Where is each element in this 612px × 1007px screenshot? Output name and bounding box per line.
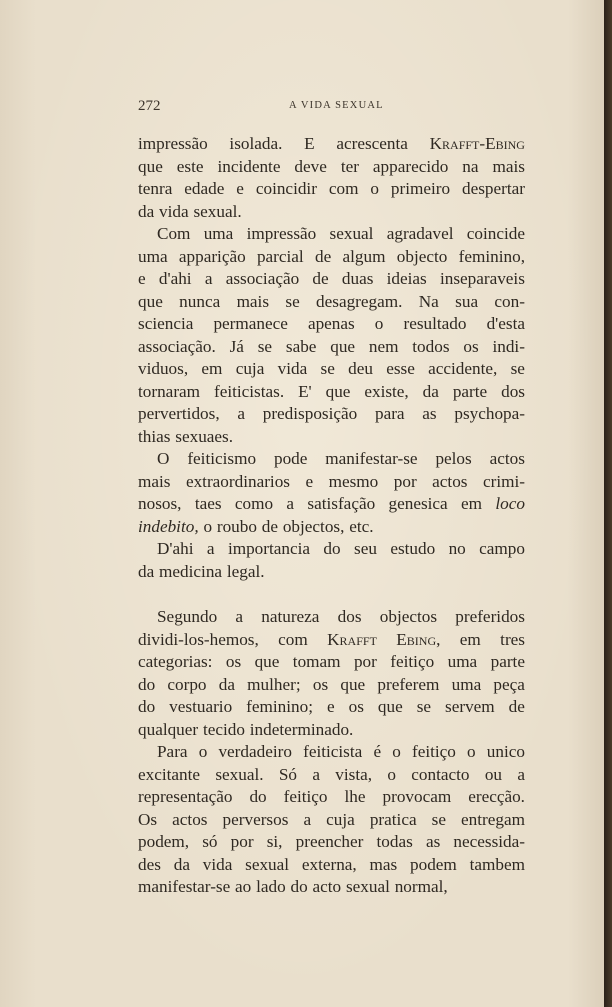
text-line [138, 336, 525, 359]
word: Já [229, 336, 244, 356]
word: impressão [138, 134, 208, 153]
word: manifestar-se [325, 449, 418, 468]
word: des [138, 854, 161, 874]
word: pode [273, 449, 308, 468]
word: o [203, 516, 213, 536]
word: a [235, 607, 244, 626]
word: se [257, 336, 273, 356]
word: que [330, 336, 356, 356]
word: apparição [178, 246, 246, 266]
word: vida [159, 201, 189, 221]
word: peça [493, 674, 525, 694]
text-line [138, 268, 525, 291]
word: corpo [167, 674, 207, 694]
word: feiticistas. [213, 381, 285, 401]
text-line [138, 223, 525, 246]
word: thias [138, 426, 171, 446]
word: verdadeiro [218, 742, 292, 761]
word: do [249, 787, 267, 806]
word: tecido [202, 719, 245, 739]
word: d'esta [486, 314, 525, 333]
word: apenas [307, 314, 355, 333]
word: podem [410, 854, 457, 874]
word: sexuaes. [175, 426, 234, 446]
text-line [138, 313, 525, 336]
word: e [327, 697, 335, 716]
word: tomam [292, 652, 341, 671]
page-edge-shadow [604, 0, 612, 1007]
text-line [138, 381, 525, 404]
word: nem [368, 336, 399, 356]
text-line [138, 786, 525, 809]
word: pervertidos, [138, 404, 220, 423]
word: da [138, 561, 155, 581]
word: com [278, 629, 308, 649]
author-name: Ebing, [396, 629, 441, 649]
word: sabe [285, 336, 317, 356]
word: em [201, 359, 223, 378]
word: mais [138, 471, 171, 491]
word: o [467, 742, 476, 761]
latin-phrase: indebito, [138, 516, 199, 536]
word: deve [294, 156, 327, 176]
word: viduos, [138, 359, 189, 378]
word: uma [451, 674, 482, 694]
word: feminino; [246, 697, 314, 716]
word: a [286, 494, 295, 513]
word: apparecido [372, 156, 449, 176]
word: vista, [335, 764, 373, 784]
word: D'ahi [157, 539, 194, 558]
word: parte [490, 652, 525, 671]
word: duas [341, 269, 374, 288]
word: esse [386, 359, 415, 378]
word: feitiço [283, 787, 328, 806]
word: do [290, 877, 308, 896]
word: os [348, 697, 364, 716]
word: objectos, [282, 516, 345, 536]
word: mulher; [247, 674, 301, 694]
word: objecto [396, 246, 448, 266]
word: se [510, 359, 525, 378]
word: erecção. [468, 787, 525, 806]
word: feitiço [390, 652, 435, 671]
word: inseparaveis [439, 269, 525, 288]
word: se [285, 291, 300, 311]
author-name: Krafft [327, 629, 377, 649]
word: parcial [256, 246, 304, 266]
word: tres [500, 629, 525, 649]
word: nosos, [138, 494, 182, 513]
running-head: A VIDA SEXUAL [289, 100, 384, 111]
word: satisfação [307, 494, 376, 513]
word: o [370, 179, 379, 198]
word: sciencia [138, 314, 194, 333]
word: que [138, 291, 163, 311]
word: mais [236, 291, 270, 311]
word: a [206, 539, 215, 558]
text-line [138, 156, 525, 179]
word: e [305, 471, 314, 491]
text-line [138, 538, 525, 561]
word: este [176, 156, 204, 176]
word: isolada. [229, 134, 283, 153]
word: Com [157, 224, 191, 243]
text-line [138, 201, 525, 224]
word: todos [412, 336, 450, 356]
word: objectos [379, 607, 438, 626]
word: de [315, 246, 332, 266]
word: acto [312, 877, 342, 896]
word: é [373, 742, 382, 761]
word: Na [418, 291, 439, 311]
word: natureza [261, 607, 320, 626]
word: sexual [345, 877, 390, 896]
text-line [138, 876, 525, 899]
word: unico [486, 742, 525, 761]
word: as [422, 404, 437, 423]
word: mesmo [328, 471, 379, 491]
word: seu [354, 539, 377, 558]
word: indi- [492, 336, 525, 356]
word: lhe [344, 787, 366, 806]
word: todas [376, 832, 413, 851]
text-line [138, 831, 525, 854]
word: excitante [138, 764, 201, 784]
word: uma [447, 652, 478, 671]
text-line [138, 629, 525, 652]
word: tambem [469, 854, 525, 874]
word: vida [202, 854, 233, 874]
word: feiticista [303, 742, 363, 761]
word: uma [138, 246, 168, 266]
word: a [517, 764, 525, 784]
word: feitiço [411, 742, 456, 761]
text-line [138, 291, 525, 314]
word: associação [225, 269, 300, 288]
word: associação. [138, 336, 216, 356]
word: da [218, 674, 235, 694]
word: qualquer [138, 719, 199, 739]
word: só [202, 832, 218, 851]
word: ideias [386, 269, 427, 288]
word: despertar [462, 179, 525, 198]
word: cuja [235, 359, 265, 378]
word: acrescenta [336, 134, 408, 153]
word: se [431, 809, 446, 829]
word: do [323, 539, 341, 558]
paragraph [138, 448, 525, 538]
word: para [374, 404, 405, 423]
word: vida [277, 359, 308, 378]
word: entregam [461, 809, 525, 829]
body-text [138, 133, 525, 899]
word: o [374, 314, 384, 333]
text-line [138, 674, 525, 697]
paragraph [138, 741, 525, 899]
word: estudo [390, 539, 436, 558]
word: importancia [227, 539, 311, 558]
word: legal. [226, 561, 265, 581]
word: da [138, 201, 155, 221]
word: provocam [382, 787, 452, 806]
word: e [138, 269, 146, 288]
word: mas [369, 854, 398, 874]
word: categorias: [138, 652, 213, 671]
word: medicina [159, 561, 223, 581]
word: de [312, 269, 329, 288]
word: a [237, 404, 245, 423]
latin-phrase: loco [495, 494, 525, 513]
word: O [157, 449, 170, 468]
word: do [138, 674, 156, 694]
word: necessida- [453, 832, 525, 851]
text-line [138, 606, 525, 629]
word: de [508, 697, 525, 716]
word: ou [484, 764, 502, 784]
text-line [138, 741, 525, 764]
word: pelos [435, 449, 472, 468]
text-line [138, 854, 525, 877]
word: representação [138, 787, 233, 806]
word: roubo [216, 516, 257, 536]
word: por [353, 652, 377, 671]
text-line [138, 809, 525, 832]
word: o [198, 742, 208, 761]
word: externa, [301, 854, 357, 874]
text-line [138, 651, 525, 674]
word: dos [337, 607, 362, 626]
word: Só [278, 764, 298, 784]
word: servem [445, 697, 495, 716]
text-line [138, 133, 525, 156]
word: extraordinarios [185, 471, 290, 491]
word: sua [455, 291, 479, 311]
word: preencher [295, 832, 364, 851]
word: com [328, 179, 359, 198]
word: desagregam. [316, 291, 403, 311]
text-line [138, 696, 525, 719]
word: impressão [246, 224, 317, 243]
word: se [416, 697, 432, 716]
word: tenra [138, 179, 173, 198]
word: que [377, 697, 403, 716]
word: incidente [217, 156, 281, 176]
word: si, [266, 832, 283, 851]
word: vestuario [169, 697, 233, 716]
word: accidente, [428, 359, 498, 378]
word: actos [172, 809, 208, 829]
word: em [461, 494, 483, 513]
page-number: 272 [138, 98, 161, 114]
word: na [462, 156, 479, 176]
word: ter [340, 156, 359, 176]
word: normal, [394, 877, 448, 896]
word: tornaram [138, 381, 201, 401]
word: o [387, 764, 396, 784]
word: que [340, 674, 366, 694]
word: primeiro [390, 179, 451, 198]
paragraph [138, 538, 525, 583]
word: agradavel [386, 224, 454, 243]
text-line [138, 561, 525, 584]
word: campo [479, 539, 525, 558]
word: dividi-los-hemos, [138, 629, 259, 649]
word: psychopa- [454, 404, 525, 423]
word: dos [501, 381, 525, 401]
word: e [236, 179, 244, 198]
word: indeterminado. [249, 719, 354, 739]
section-break [138, 583, 525, 606]
word: que [254, 652, 280, 671]
word: con- [494, 291, 525, 311]
word: algum [342, 246, 386, 266]
word: E' [298, 381, 312, 401]
word: genesica [388, 494, 448, 513]
word: existe, [364, 381, 409, 401]
text-line [138, 516, 525, 539]
word: mais [492, 156, 525, 176]
word: preferidos [455, 607, 525, 626]
word: cuja [326, 809, 355, 829]
paragraph [138, 223, 525, 448]
word: perversos [222, 809, 289, 829]
text-line [138, 246, 525, 269]
word: de [261, 516, 279, 536]
word: como [234, 494, 274, 513]
word: sexual [329, 224, 374, 243]
word: taes [194, 494, 222, 513]
word: predisposição [262, 404, 358, 423]
word: Os [138, 809, 158, 829]
word: no [448, 539, 466, 558]
word: Para [157, 742, 188, 761]
word: ao [235, 877, 252, 896]
paragraph [138, 606, 525, 741]
word: contacto [411, 764, 470, 784]
author-name: Krafft-Ebing [429, 134, 525, 153]
word: a [312, 764, 320, 784]
text-line [138, 493, 525, 516]
word: o [392, 742, 401, 761]
word: crimi- [482, 471, 525, 491]
word: d'ahi [158, 269, 192, 288]
word: as [425, 832, 441, 851]
word: sexual. [215, 764, 264, 784]
text-line [138, 178, 525, 201]
text-line [138, 403, 525, 426]
text-line [138, 358, 525, 381]
word: coincide [466, 224, 525, 243]
word: coincidir [255, 179, 317, 198]
word: que [138, 156, 163, 176]
word: por [393, 471, 417, 491]
word: uma [203, 224, 234, 243]
word: preferem [377, 674, 440, 694]
word: E [304, 134, 315, 153]
text-line [138, 719, 525, 742]
word: feiticismo [187, 449, 257, 468]
word: sexual [245, 854, 290, 874]
word: nunca [179, 291, 221, 311]
word: resultado [403, 314, 467, 333]
word: em [459, 629, 481, 649]
word: edade [184, 179, 225, 198]
word: etc. [349, 516, 374, 536]
paragraph [138, 133, 525, 223]
word: os [225, 652, 242, 671]
word: sexual. [193, 201, 242, 221]
word: os [312, 674, 329, 694]
word: permanece [213, 314, 288, 333]
word: actos [489, 449, 525, 468]
word: actos [432, 471, 468, 491]
word: da [422, 381, 439, 401]
word: a [204, 269, 213, 288]
word: pratica [369, 809, 417, 829]
word: que [325, 381, 351, 401]
word: Segundo [157, 607, 218, 626]
word: feminino, [458, 246, 525, 266]
word: parte [452, 381, 488, 401]
word: se [320, 359, 335, 378]
word: do [138, 697, 156, 716]
text-line [138, 448, 525, 471]
text-line [138, 426, 525, 449]
word: manifestar-se [138, 877, 231, 896]
word: os [463, 336, 479, 356]
page-header [0, 98, 604, 118]
word: lado [256, 877, 286, 896]
word: deu [348, 359, 373, 378]
word: podem, [138, 832, 190, 851]
word: a [303, 809, 312, 829]
text-line [138, 764, 525, 787]
word: da [173, 854, 190, 874]
text-line [138, 471, 525, 494]
word: por [230, 832, 254, 851]
